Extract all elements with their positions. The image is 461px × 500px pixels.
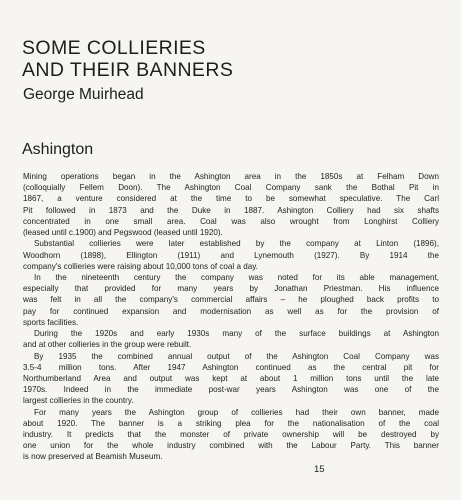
text-line: (leased until c.1900) and Pegswood (leased until 1920). bbox=[23, 228, 223, 238]
text-line: Substantial collieries were later established by the company at Linton (1896), bbox=[34, 239, 439, 249]
text-line: Mining operations began in the Ashington area in the 1850s at Felham Down bbox=[23, 172, 439, 181]
paragraph bbox=[23, 171, 439, 238]
text-line: industry. It predicts that the monster of private ownership will be destroyed by bbox=[23, 430, 439, 440]
text-line: 3.5-4 million tons. After 1947 Ashington continued as the central pit for bbox=[23, 362, 439, 372]
paragraph bbox=[23, 407, 439, 463]
text-line: During the 1920s and early 1930s many of the surface buildings at Ashington bbox=[34, 329, 439, 339]
text-line: Pit followed in 1873 and the Duke in 1887. Ashington Colliery had six shafts bbox=[23, 205, 439, 215]
paragraph bbox=[23, 328, 439, 350]
text-line: concentrated in one small area. Coal was also wrought from Longhirst Colliery bbox=[23, 216, 439, 226]
body-text bbox=[23, 171, 439, 463]
text-line: company's collieries were raising about 10,000 tons of coal a day. bbox=[23, 261, 258, 271]
text-line: especially that provided for many years by Jonathan Priestman. His influence bbox=[23, 284, 439, 294]
paragraph bbox=[23, 238, 439, 272]
text-line: was felt in all the company's commercial affairs – he ploughed back profits to bbox=[23, 295, 439, 305]
text-line: one union for the whole industry combined with the Labour Party. This banner bbox=[23, 441, 439, 451]
text-line: Northumberland Area and output was kept at about 1 million tons until the late bbox=[23, 373, 439, 383]
text-line: largest collieries in the country. bbox=[23, 396, 134, 406]
author-name: George Muirhead bbox=[23, 86, 144, 103]
text-line: is now preserved at Beamish Museum. bbox=[23, 452, 163, 462]
article-title-line-2: AND THEIR BANNERS bbox=[22, 59, 234, 81]
text-line: For many years the Ashington group of collieries had their own banner, made bbox=[34, 407, 439, 417]
text-line: (colloquially Fellem Doon). The Ashington Coal Company sank the Bothal Pit in bbox=[23, 183, 439, 193]
text-line: sports facilities. bbox=[23, 317, 79, 327]
text-line: and at other collieries in the group were rebuilt. bbox=[23, 340, 192, 350]
text-line: Woodhorn (1898), Ellington (1911) and Lynemouth (1927). By 1914 the bbox=[23, 250, 439, 260]
article-title-line-1: SOME COLLIERIES bbox=[22, 37, 206, 59]
text-line: 1867, a venture considered at the time to be somewhat speculative. The Carl bbox=[23, 194, 439, 204]
paragraph bbox=[23, 272, 439, 328]
text-line: 1970s. Indeed in the immediate post-war years Ashington was one of the bbox=[23, 385, 439, 395]
text-line: By 1935 the combined annual output of the Ashington Coal Company was bbox=[34, 351, 439, 361]
text-line: In the nineteenth century the company was noted for its able management, bbox=[34, 272, 439, 282]
paragraph bbox=[23, 351, 439, 407]
text-line: pay for continued expansion and modernisation as well as for the provision of bbox=[23, 306, 439, 316]
section-heading: Ashington bbox=[22, 141, 94, 158]
text-line: about 1920. The banner is a striking plea for the nationalisation of the coal bbox=[23, 418, 439, 428]
page-number: 15 bbox=[314, 464, 325, 475]
